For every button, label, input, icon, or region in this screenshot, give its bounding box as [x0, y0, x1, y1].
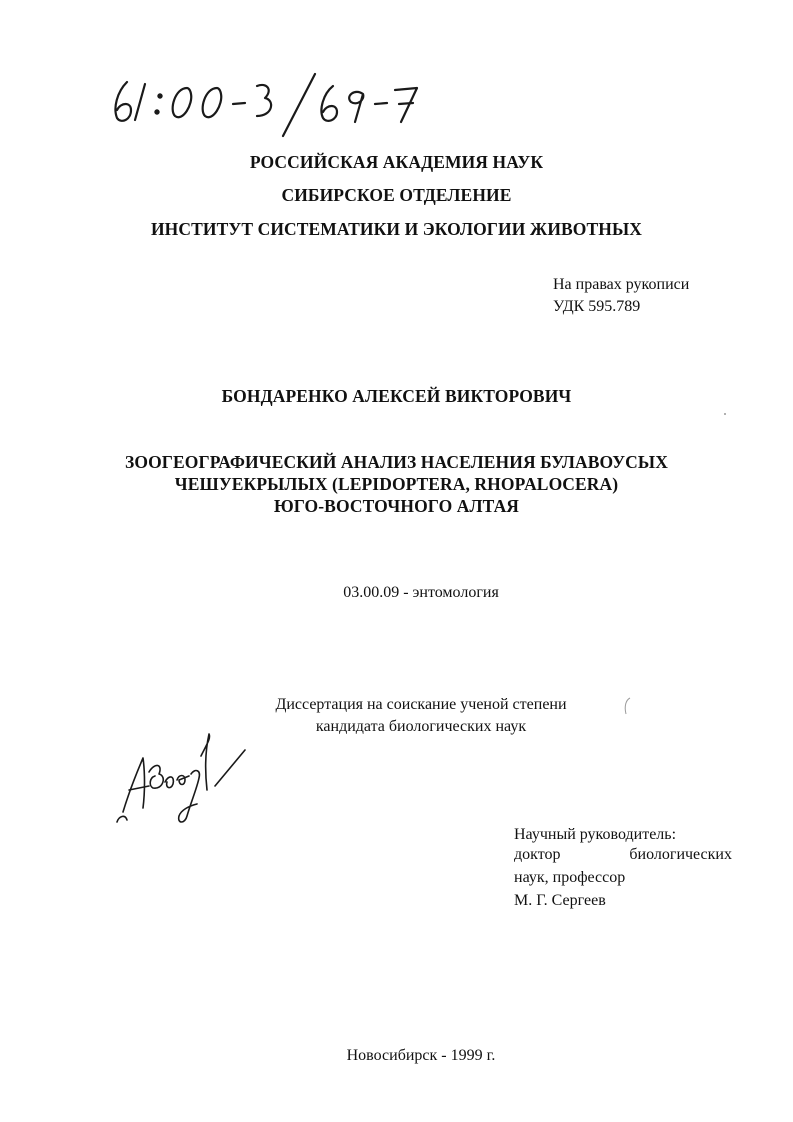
udc-code: УДК 595.789: [553, 298, 641, 315]
supervisor-label: Научный руководитель:: [514, 826, 677, 843]
title-line-1: ЗООГЕОГРАФИЧЕСКИЙ АНАЛИЗ НАСЕЛЕНИЯ БУЛАВОУСЫХ: [125, 452, 668, 472]
academy-name: РОССИЙСКАЯ АКАДЕМИЯ НАУК: [249, 152, 544, 172]
degree-line-1: Диссертация на соискание ученой степени: [275, 696, 567, 713]
scan-dot: [724, 413, 726, 415]
manuscript-rights: На правах рукописи: [553, 276, 690, 293]
author-signature: [115, 732, 255, 832]
specialty: 03.00.09 - энтомология: [343, 584, 499, 601]
supervisor-name: М. Г. Сергеев: [514, 892, 606, 909]
institute-name: ИНСТИТУТ СИСТЕМАТИКИ И ЭКОЛОГИИ ЖИВОТНЫХ: [150, 219, 643, 239]
title-line-2: ЧЕШУЕКРЫЛЫХ (LEPIDOPTERA, RHOPALOCERA): [174, 474, 619, 494]
supervisor-degree-word-2: биологических: [629, 846, 732, 863]
handwritten-archive-code: [105, 70, 425, 140]
rights-block: [553, 274, 689, 318]
author-name: БОНДАРЕНКО АЛЕКСЕЙ ВИКТОРОВИЧ: [221, 386, 572, 406]
city-year: Новосибирск - 1999 г.: [346, 1047, 496, 1064]
supervisor-title: наук, профессор: [514, 869, 626, 886]
supervisor-degree-word-1: доктор: [514, 846, 561, 863]
branch-name: СИБИРСКОЕ ОТДЕЛЕНИЕ: [281, 185, 512, 205]
degree-line-2: кандидата биологических наук: [315, 718, 527, 735]
scan-mark: [620, 696, 634, 716]
title-line-3: ЮГО-ВОСТОЧНОГО АЛТАЯ: [273, 496, 520, 516]
supervisor-degree-line: [514, 846, 732, 864]
